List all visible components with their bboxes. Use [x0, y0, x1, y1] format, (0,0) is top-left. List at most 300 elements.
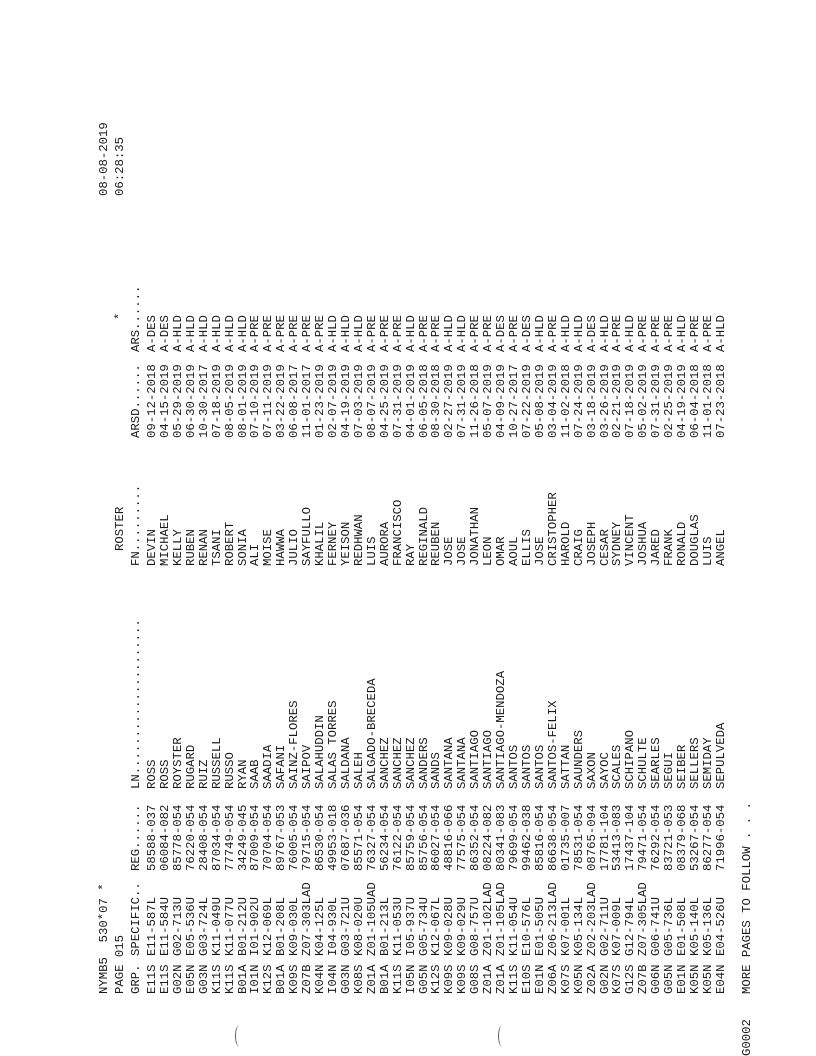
- cell-reg: 56234-054: [377, 804, 392, 871]
- cell-ln: SALDANA: [338, 737, 353, 789]
- cell-arsd: 05-07-2019: [481, 364, 496, 438]
- cell-ars: A-HLD: [403, 315, 418, 352]
- cell-ln: SAINZ-FLORES: [287, 700, 302, 789]
- cell-arsd: 06-30-2019: [183, 364, 198, 438]
- cell-ars: A-HLD: [338, 315, 353, 352]
- cell-grp: K11S: [222, 964, 237, 994]
- cell-grp: K11S: [209, 964, 224, 994]
- cell-arsd: 07-22-2019: [519, 364, 534, 438]
- cell-fn: LUIS: [700, 536, 715, 566]
- cell-ars: A-PRE: [688, 315, 703, 352]
- cell-fn: MOISE: [261, 529, 276, 566]
- cell-fn: CESAR: [597, 529, 612, 566]
- cell-specific: G12-794L: [623, 896, 638, 956]
- cell-reg: 06084-082: [157, 804, 172, 871]
- cell-arsd: 06-08-2017: [287, 364, 302, 438]
- cell-ars: A-HLD: [623, 315, 638, 352]
- cell-fn: ELLIS: [519, 529, 534, 566]
- cell-grp: Z07B: [636, 964, 651, 994]
- cell-grp: B01A: [274, 964, 289, 994]
- cell-ars: A-DES: [584, 315, 599, 352]
- cell-ars: A-DES: [494, 315, 509, 352]
- cell-ars: A-HLD: [196, 315, 211, 352]
- cell-arsd: 04-19-2019: [338, 364, 353, 438]
- cell-arsd: 07-31-2019: [390, 364, 405, 438]
- footer-code: G0002: [740, 1019, 754, 1056]
- cell-grp: K05N: [571, 964, 586, 994]
- cell-arsd: 07-24-2019: [571, 364, 586, 438]
- column-header-row: [128, 56, 144, 1056]
- cell-specific: K05-136L: [700, 896, 715, 956]
- cell-ars: A-HLD: [326, 315, 341, 352]
- cell-ars: A-PRE: [468, 315, 483, 352]
- cell-ln: SAXON: [584, 752, 599, 789]
- cell-arsd: 04-15-2019: [157, 364, 172, 438]
- cell-reg: 86530-054: [313, 804, 328, 871]
- cell-arsd: 08-01-2019: [235, 364, 250, 438]
- cell-fn: HAWWA: [274, 529, 289, 566]
- cell-specific: K07-009L: [610, 896, 625, 956]
- cell-arsd: 07-18-2019: [623, 364, 638, 438]
- cell-fn: KELLY: [170, 529, 185, 566]
- cell-fn: RUBEN: [183, 529, 198, 566]
- cell-grp: G03N: [196, 964, 211, 994]
- cell-ars: A-PRE: [636, 315, 651, 352]
- cell-arsd: 08-30-2018: [429, 364, 444, 438]
- cell-ars: A-HLD: [183, 315, 198, 352]
- cell-specific: G03-724L: [196, 896, 211, 956]
- cell-ln: SANCHEZ: [403, 737, 418, 789]
- cell-fn: JOSE: [442, 536, 457, 566]
- cell-specific: G08-757U: [468, 896, 483, 956]
- cell-ln: RUSSO: [222, 752, 237, 789]
- cell-specific: K05-140L: [688, 896, 703, 956]
- cell-grp: G02N: [170, 964, 185, 994]
- cell-fn: OMAR: [494, 536, 509, 566]
- cell-ars: A-DES: [157, 315, 172, 352]
- more-pages-note: MORE PAGES TO FOLLOW . . .: [740, 802, 754, 994]
- cell-arsd: 07-23-2018: [713, 364, 728, 438]
- cell-specific: G05-736L: [662, 896, 677, 956]
- cell-reg: 17437-104: [623, 804, 638, 871]
- cell-ars: A-PRE: [274, 315, 289, 352]
- cell-reg: 71996-054: [713, 804, 728, 871]
- cell-reg: 58588-037: [145, 804, 159, 871]
- cell-grp: E10S: [519, 964, 534, 994]
- cell-specific: I01-902U: [248, 896, 263, 956]
- cell-ars: A-PRE: [313, 315, 328, 352]
- cell-specific: G05-734U: [416, 896, 431, 956]
- cell-reg: 99462-038: [519, 804, 534, 871]
- cell-arsd: 07-18-2019: [209, 364, 224, 438]
- cell-arsd: 03-18-2019: [584, 364, 599, 438]
- cell-grp: G05N: [416, 964, 431, 994]
- cell-ln: SANCHEZ: [390, 737, 405, 789]
- cell-specific: G06-741U: [649, 896, 664, 956]
- cell-reg: 49953-018: [326, 804, 341, 871]
- cell-specific: K08-020U: [351, 896, 366, 956]
- cell-specific: G02-713U: [170, 896, 185, 956]
- cell-arsd: 03-04-2019: [545, 364, 560, 438]
- roster-page: [84, 56, 800, 1056]
- cell-ln: SANTIAGO: [468, 729, 483, 789]
- cell-fn: FRANK: [662, 529, 677, 566]
- cell-fn: FRANCISCO: [390, 499, 405, 566]
- cell-reg: 07687-036: [338, 804, 353, 871]
- cell-ln: SANTOS-FELIX: [545, 700, 560, 789]
- cell-grp: K05N: [700, 964, 715, 994]
- footer-line: [739, 56, 755, 1056]
- cell-reg: 79471-054: [636, 804, 651, 871]
- cell-grp: Z01A: [364, 964, 379, 994]
- cell-arsd: 04-09-2019: [494, 364, 509, 438]
- cell-ars: A-HLD: [675, 315, 690, 352]
- cell-fn: MICHAEL: [157, 514, 172, 566]
- cell-grp: I05N: [403, 964, 418, 994]
- cell-arsd: 07-03-2019: [351, 364, 366, 438]
- cell-specific: K12-069L: [261, 896, 276, 956]
- cell-reg: 76220-054: [183, 804, 198, 871]
- cell-reg: 48816-066: [442, 804, 457, 871]
- column-header-arsd: ARSD......: [129, 364, 143, 438]
- header-star: *: [113, 312, 127, 320]
- cell-specific: Z02-203LAD: [584, 882, 599, 956]
- cell-specific: K09-029U: [455, 896, 470, 956]
- cell-ln: RYAN: [235, 759, 250, 789]
- cell-grp: G06N: [649, 964, 664, 994]
- cell-specific: I05-937U: [403, 896, 418, 956]
- cell-ars: A-PRE: [700, 315, 715, 352]
- cell-ars: A-PRE: [261, 315, 276, 352]
- cell-arsd: 09-12-2018: [145, 364, 159, 438]
- cell-ars: A-PRE: [662, 315, 677, 352]
- cell-grp: E05N: [183, 964, 198, 994]
- cell-specific: G02-711U: [597, 896, 612, 956]
- cell-fn: ALI: [248, 543, 263, 566]
- cell-ars: A-PRE: [287, 315, 302, 352]
- column-header-fn: FN.........: [129, 484, 143, 566]
- cell-grp: E11S: [157, 964, 172, 994]
- cell-ln: SALEH: [351, 752, 366, 789]
- cell-arsd: 06-04-2018: [688, 364, 703, 438]
- cell-reg: 70704-054: [261, 804, 276, 871]
- cell-fn: ANGEL: [713, 529, 728, 566]
- cell-grp: K12S: [261, 964, 276, 994]
- cell-arsd: 04-25-2019: [377, 364, 392, 438]
- cell-arsd: 08-05-2019: [222, 364, 237, 438]
- cell-ars: A-HLD: [713, 315, 728, 352]
- cell-ln: SANDERS: [416, 737, 431, 789]
- cell-grp: K12S: [429, 964, 444, 994]
- cell-reg: 08224-082: [481, 804, 496, 871]
- cell-fn: SAYFULLO: [300, 506, 315, 566]
- cell-reg: 85756-054: [416, 804, 431, 871]
- cell-grp: E11S: [145, 964, 159, 994]
- cell-grp: K07S: [610, 964, 625, 994]
- cell-specific: K09-030L: [287, 896, 302, 956]
- cell-ars: A-DES: [519, 315, 534, 352]
- cell-ln: SAIPOV: [300, 744, 315, 789]
- cell-arsd: 10-30-2017: [196, 364, 211, 438]
- cell-arsd: 02-27-2019: [442, 364, 457, 438]
- cell-reg: 87009-054: [248, 804, 263, 871]
- cell-arsd: 07-31-2019: [455, 364, 470, 438]
- cell-arsd: 07-10-2019: [248, 364, 263, 438]
- cell-ars: A-HLD: [235, 315, 250, 352]
- cell-ln: SEPULVEDA: [713, 722, 728, 789]
- cell-specific: Z06-213LAD: [545, 882, 560, 956]
- cell-grp: E01N: [532, 964, 547, 994]
- cell-reg: 85778-054: [170, 804, 185, 871]
- cell-ln: SANCHEZ: [377, 737, 392, 789]
- cell-reg: 08379-068: [675, 804, 690, 871]
- cell-ars: A-HLD: [170, 315, 185, 352]
- cell-ars: A-HLD: [351, 315, 366, 352]
- cell-ars: A-PRE: [507, 315, 522, 352]
- cell-ln: SANTIAGO: [481, 729, 496, 789]
- punch-hole-mark: [235, 1025, 244, 1047]
- cell-ars: A-HLD: [442, 315, 457, 352]
- cell-ln: SANDS: [429, 752, 444, 789]
- cell-arsd: 03-26-2019: [597, 364, 612, 438]
- cell-fn: REDHWAN: [351, 514, 366, 566]
- cell-grp: K08S: [351, 964, 366, 994]
- table-row: [713, 56, 729, 1056]
- cell-ars: A-PRE: [481, 315, 496, 352]
- page-number: PAGE 015: [113, 934, 127, 994]
- cell-ars: A-HLD: [597, 315, 612, 352]
- cell-grp: K04N: [313, 964, 328, 994]
- cell-specific: B01-213L: [377, 896, 392, 956]
- cell-fn: RONALD: [675, 521, 690, 566]
- cell-ln: SAADIA: [261, 744, 276, 789]
- cell-specific: K04-125L: [313, 896, 328, 956]
- cell-reg: 79699-054: [507, 804, 522, 871]
- cell-reg: 86638-054: [545, 804, 560, 871]
- cell-ln: SCALES: [610, 744, 625, 789]
- cell-ln: SEIBER: [675, 744, 690, 789]
- cell-ln: SANTANA: [442, 737, 457, 789]
- cell-ars: A-PRE: [390, 315, 405, 352]
- cell-ln: ROYSTER: [170, 737, 185, 789]
- cell-fn: KHALIL: [313, 521, 328, 566]
- cell-arsd: 07-11-2019: [261, 364, 276, 438]
- cell-ars: A-PRE: [429, 315, 444, 352]
- cell-specific: E04-526U: [713, 896, 728, 956]
- cell-ars: A-DES: [145, 315, 159, 352]
- cell-fn: CRISTOPHER: [545, 492, 560, 566]
- header-line-1: [96, 56, 112, 1056]
- cell-reg: 80341-083: [494, 804, 509, 871]
- cell-specific: K12-067L: [429, 896, 444, 956]
- cell-fn: JULIO: [287, 529, 302, 566]
- cell-fn: VINCENT: [623, 514, 638, 566]
- cell-reg: 86027-054: [429, 804, 444, 871]
- cell-ln: SEGUI: [662, 752, 677, 789]
- cell-fn: AOUL: [507, 536, 522, 566]
- cell-fn: JARED: [649, 529, 664, 566]
- cell-fn: JOSE: [455, 536, 470, 566]
- cell-grp: K09S: [455, 964, 470, 994]
- cell-ln: ROSS: [145, 759, 159, 789]
- report-title: ROSTER: [113, 506, 127, 551]
- cell-grp: G05N: [662, 964, 677, 994]
- cell-grp: E04N: [713, 964, 728, 994]
- cell-ln: RUSSELL: [209, 737, 224, 789]
- cell-ln: SAYOC: [597, 752, 612, 789]
- cell-ars: A-PRE: [649, 315, 664, 352]
- cell-reg: 01735-007: [558, 804, 573, 871]
- cell-arsd: 02-25-2019: [662, 364, 677, 438]
- cell-ars: A-HLD: [532, 315, 547, 352]
- cell-ln: SALAS TORRES: [326, 700, 341, 789]
- cell-ln: SELLERS: [688, 737, 703, 789]
- cell-reg: 86352-054: [468, 804, 483, 871]
- cell-specific: K11-054U: [507, 896, 522, 956]
- cell-specific: E11-587L: [145, 896, 159, 956]
- cell-arsd: 05-29-2019: [170, 364, 185, 438]
- cell-fn: CRAIG: [571, 529, 586, 566]
- cell-ars: A-PRE: [416, 315, 431, 352]
- cell-arsd: 07-31-2019: [649, 364, 664, 438]
- cell-arsd: 01-23-2019: [313, 364, 328, 438]
- cell-arsd: 11-26-2018: [468, 364, 483, 438]
- cell-specific: B01-212U: [235, 896, 250, 956]
- cell-specific: Z01-105LAD: [494, 882, 509, 956]
- cell-fn: LEON: [481, 536, 496, 566]
- cell-specific: Z07-305LAD: [636, 882, 651, 956]
- cell-reg: 17781-104: [597, 804, 612, 871]
- cell-reg: 08765-094: [584, 804, 599, 871]
- cell-fn: YEISON: [338, 521, 353, 566]
- cell-ln: RUGARD: [183, 744, 198, 789]
- cell-specific: G03-721U: [338, 896, 353, 956]
- cell-fn: REGINALD: [416, 506, 431, 566]
- cell-grp: G02N: [597, 964, 612, 994]
- cell-fn: LUIS: [364, 536, 379, 566]
- report-code: NYMB5 530*07 *: [97, 883, 111, 994]
- cell-ln: SALGADO-BRECEDA: [364, 678, 379, 789]
- column-header-grp: GRP.: [129, 964, 143, 994]
- cell-specific: B01-208L: [274, 896, 289, 956]
- cell-ln: RUIZ: [196, 759, 211, 789]
- cell-arsd: 11-02-2018: [558, 364, 573, 438]
- cell-reg: 85816-054: [532, 804, 547, 871]
- cell-ln: SANTIAGO-MENDOZA: [494, 670, 509, 789]
- column-header-reg: REG......: [129, 804, 143, 871]
- cell-ln: SANTOS: [532, 744, 547, 789]
- cell-specific: K05-134L: [571, 896, 586, 956]
- cell-ln: SALAHUDDIN: [313, 715, 328, 789]
- cell-reg: 87034-054: [209, 804, 224, 871]
- cell-reg: 86277-054: [700, 804, 715, 871]
- cell-ln: SAAB: [248, 759, 263, 789]
- cell-grp: G03N: [338, 964, 353, 994]
- cell-specific: K11-049U: [209, 896, 224, 956]
- cell-grp: G08S: [468, 964, 483, 994]
- cell-ars: A-PRE: [364, 315, 379, 352]
- cell-ars: A-PRE: [610, 315, 625, 352]
- cell-grp: K09S: [442, 964, 457, 994]
- cell-ln: SANTANA: [455, 737, 470, 789]
- cell-grp: Z01A: [481, 964, 496, 994]
- cell-ln: ROSS: [157, 759, 172, 789]
- cell-ars: A-HLD: [571, 315, 586, 352]
- cell-grp: K11S: [390, 964, 405, 994]
- cell-reg: 28408-054: [196, 804, 211, 871]
- cell-specific: K11-077U: [222, 896, 237, 956]
- cell-specific: E01-508L: [675, 896, 690, 956]
- cell-grp: E01N: [675, 964, 690, 994]
- cell-specific: E01-505U: [532, 896, 547, 956]
- cell-specific: K09-028U: [442, 896, 457, 956]
- cell-reg: 76122-054: [390, 804, 405, 871]
- cell-reg: 83721-053: [662, 804, 677, 871]
- cell-grp: Z06A: [545, 964, 560, 994]
- column-header-ars: ARS......: [129, 285, 143, 352]
- cell-ars: A-PRE: [248, 315, 263, 352]
- cell-fn: REUBEN: [429, 521, 444, 566]
- cell-arsd: 11-01-2018: [700, 364, 715, 438]
- cell-ln: SEMIDAY: [700, 737, 715, 789]
- cell-reg: 79715-054: [300, 804, 315, 871]
- cell-specific: I04-930L: [326, 896, 341, 956]
- report-date: 08-08-2019: [97, 122, 111, 196]
- cell-ln: SCHIPANO: [623, 729, 638, 789]
- cell-arsd: 05-02-2019: [636, 364, 651, 438]
- cell-fn: SYDNEY: [610, 521, 625, 566]
- cell-fn: DOUGLAS: [688, 514, 703, 566]
- cell-ln: SANTOS: [519, 744, 534, 789]
- cell-reg: 77575-054: [455, 804, 470, 871]
- cell-ln: SAFANI: [274, 744, 289, 789]
- cell-grp: K07S: [558, 964, 573, 994]
- punch-hole-mark: [498, 1025, 507, 1047]
- cell-specific: E11-584U: [157, 896, 172, 956]
- cell-fn: TSANI: [209, 529, 224, 566]
- cell-fn: RAY: [403, 543, 418, 566]
- cell-arsd: 08-07-2019: [364, 364, 379, 438]
- column-header-specific: SPECIFIC..: [129, 882, 143, 956]
- cell-grp: G12S: [623, 964, 638, 994]
- cell-reg: 85571-054: [351, 804, 366, 871]
- cell-reg: 76005-054: [287, 804, 302, 871]
- cell-grp: Z07B: [300, 964, 315, 994]
- cell-grp: I01N: [248, 964, 263, 994]
- cell-fn: SONIA: [235, 529, 250, 566]
- cell-specific: E10-576L: [519, 896, 534, 956]
- cell-reg: 53267-054: [688, 804, 703, 871]
- cell-fn: ROBERT: [222, 521, 237, 566]
- report-time: 06:28:35: [113, 136, 127, 196]
- cell-arsd: 02-21-2019: [610, 364, 625, 438]
- cell-arsd: 04-01-2019: [403, 364, 418, 438]
- cell-fn: JOSHUA: [636, 521, 651, 566]
- cell-arsd: 02-07-2019: [326, 364, 341, 438]
- cell-ars: A-PRE: [300, 315, 315, 352]
- cell-fn: FERNEY: [326, 521, 341, 566]
- cell-arsd: 10-27-2017: [507, 364, 522, 438]
- cell-ln: SCHULTE: [636, 737, 651, 789]
- cell-reg: 89767-053: [274, 804, 289, 871]
- cell-grp: Z01A: [494, 964, 509, 994]
- cell-reg: 34249-045: [235, 804, 250, 871]
- cell-grp: K05N: [688, 964, 703, 994]
- cell-ars: A-HLD: [222, 315, 237, 352]
- cell-grp: K11S: [507, 964, 522, 994]
- cell-ars: A-PRE: [545, 315, 560, 352]
- cell-reg: 53413-083: [610, 804, 625, 871]
